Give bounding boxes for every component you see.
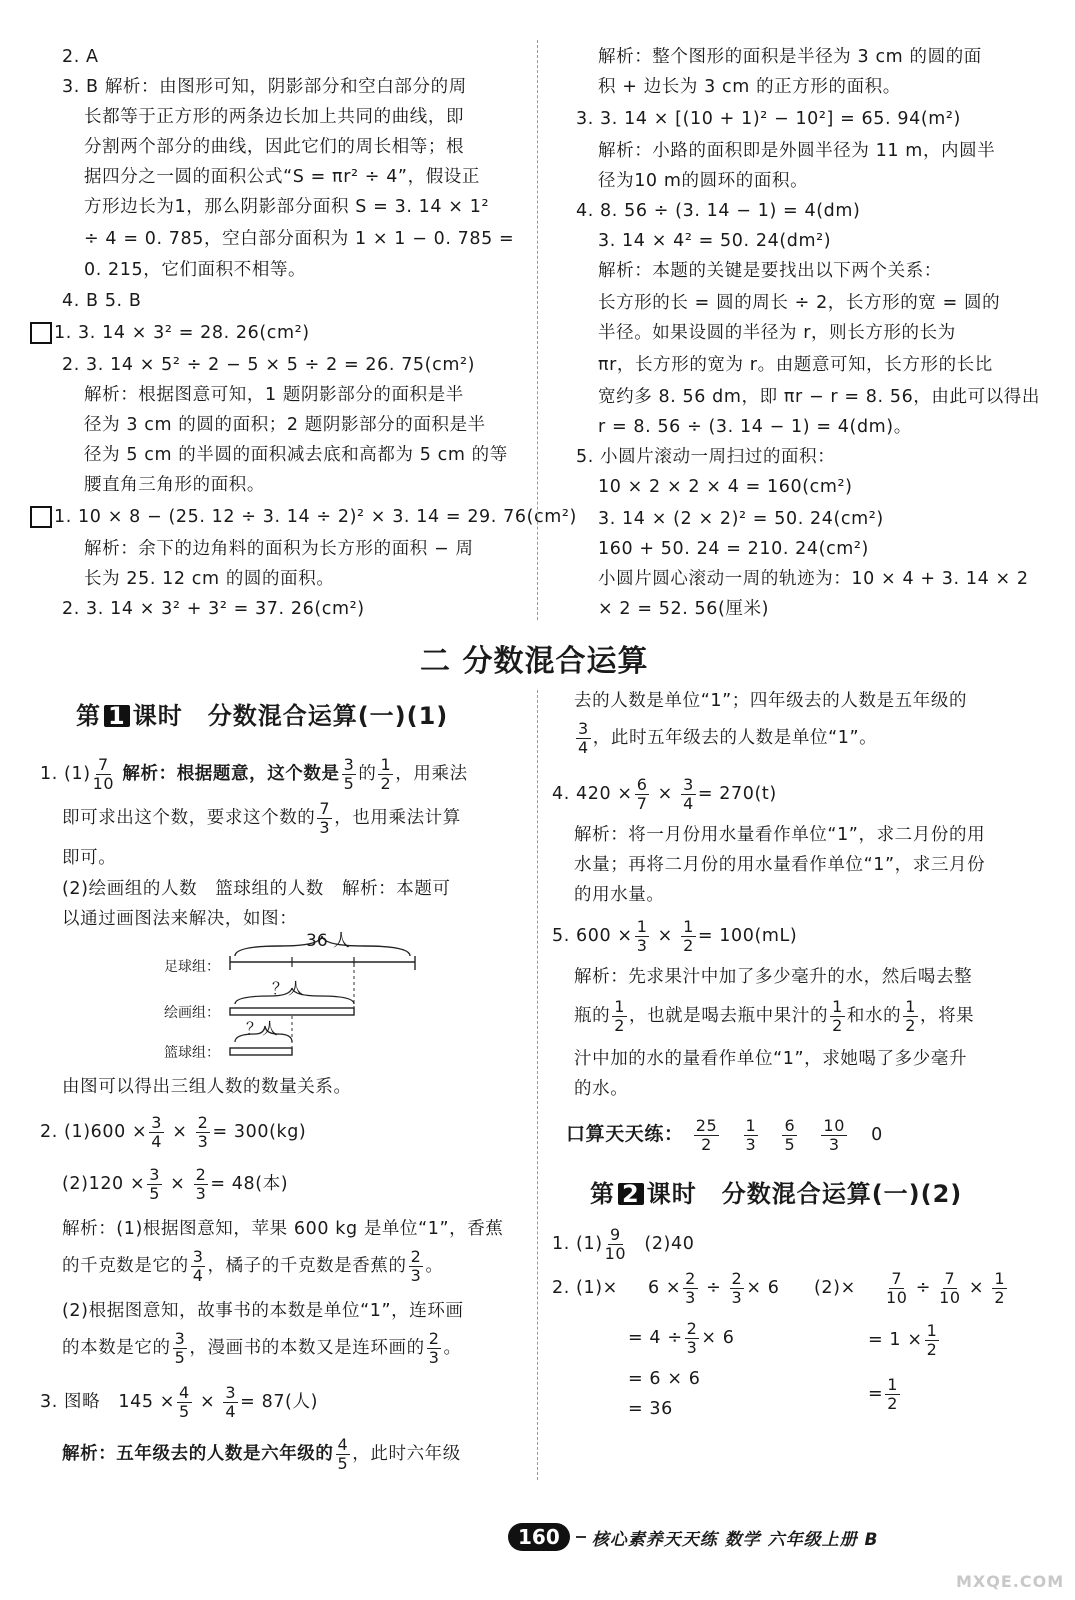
fraction: $\frac{2}{3}$	[685, 1268, 696, 1307]
line: 腰直角三角形的面积。	[84, 475, 265, 495]
fraction: $\frac{1}{2}$	[832, 996, 843, 1035]
line: 6 × $\frac{2}{3}$ ÷ $\frac{2}{3}$ × 6	[648, 1268, 780, 1307]
fraction: $\frac{6}{5}$	[784, 1115, 796, 1154]
diagram-unknown-label: ？人	[272, 979, 305, 998]
line: 解析：余下的边角料的面积为长方形的面积 − 周	[84, 539, 474, 559]
line: 的本数是它的 $\frac{3}{5}$ ，漫画书的本数又是连环画的 $\frac{2}{3}$ 。	[62, 1328, 462, 1367]
line: 半径。如果设圆的半径为 r，则长方形的长为	[598, 323, 956, 343]
line: (2)根据图意知，故事书的本数是单位“1”，连环画	[62, 1301, 464, 1321]
line: 5. 小圆片滚动一周扫过的面积：	[576, 447, 836, 467]
line: 解析：根据图意可知，1 题阴影部分的面积是半	[84, 385, 464, 405]
line: 1. 10 × 8 − (25. 12 ÷ 3. 14 ÷ 2)² × 3. 14 = 29. 76(cm²)	[30, 504, 577, 530]
line: 解析：(1)根据图意知，苹果 600 kg 是单位“1”，香蕉	[62, 1219, 504, 1239]
fraction: $\frac{2}{3}$	[410, 1246, 422, 1285]
line: 汁中加的水的量看作单位“1”，求她喝了多少毫升	[574, 1049, 968, 1069]
line: 水量；再将二月份的用水量看作单位“1”，求三月份	[574, 855, 986, 875]
line: 瓶的 $\frac{1}{2}$ ，也就是喝去瓶中果汁的 $\frac{1}{2}$ 和水的 $\frac{1}{2}$ ，将果	[574, 996, 975, 1035]
line: 3. B 解析：由图形可知，阴影部分和空白部分的周	[62, 77, 467, 97]
line: 由图可以得出三组人数的数量关系。	[62, 1077, 352, 1097]
fraction: $\frac{4}{5}$	[337, 1434, 349, 1473]
diagram-total-label: 36 人	[306, 931, 351, 951]
line: 4. B 5. B	[62, 291, 142, 311]
line: 2. 3. 14 × 5² ÷ 2 − 5 × 5 ÷ 2 = 26. 75(cm²)	[62, 355, 476, 375]
line: $\frac{7}{10}$ ÷ $\frac{7}{10}$ × $\frac{1}{2}$	[886, 1268, 1006, 1307]
line: 10 × 2 × 2 × 4 = 160(cm²)	[598, 477, 853, 497]
diagram-row-label: 足球组：	[164, 959, 220, 975]
diagram-row-label: 篮球组：	[164, 1045, 220, 1061]
fraction: $\frac{2}{3}$	[428, 1328, 440, 1367]
line: 以通过画图法来解决，如图：	[62, 909, 298, 929]
line: × 2 = 52. 56(厘米)	[598, 599, 770, 619]
fraction: $\frac{3}{5}$	[343, 754, 355, 793]
footer	[508, 1522, 878, 1552]
fraction: $\frac{1}{3}$	[636, 916, 648, 955]
line: 长方形的长 = 圆的周长 ÷ 2，长方形的宽 = 圆的	[598, 293, 1001, 313]
line: 1. (1) $\frac{9}{10}$ (2)40	[552, 1224, 695, 1263]
line: 160 + 50. 24 = 210. 24(cm²)	[598, 539, 869, 559]
segment-diagram	[160, 930, 440, 1070]
line: 3. 14 × (2 × 2)² = 50. 24(cm²)	[598, 509, 884, 529]
fraction: $\frac{3}{4}$	[683, 774, 694, 813]
line: 径为 3 cm 的圆的面积；2 题阴影部分的面积是半	[84, 415, 486, 435]
line: 2. (1)×	[552, 1278, 618, 1298]
line: 宽约多 8. 56 dm，即 πr − r = 8. 56，由此可以得出	[598, 387, 1041, 407]
fraction: $\frac{1}{2}$	[994, 1268, 1006, 1307]
fraction: $\frac{25}{2}$	[695, 1115, 718, 1154]
line: 积 + 边长为 3 cm 的正方形的面积。	[598, 77, 901, 97]
section-marker	[30, 506, 52, 528]
line: 即可。	[62, 848, 117, 868]
line: = 36	[628, 1399, 673, 1419]
fraction: $\frac{3}{5}$	[149, 1164, 160, 1203]
line: = $\frac{1}{2}$	[868, 1374, 899, 1413]
line: 2. A	[62, 47, 99, 67]
line: 解析：小路的面积即是外圆半径为 11 m，内圆半	[598, 141, 996, 161]
chapter-title: 二 分数混合运算	[420, 644, 649, 679]
mental-math-line: 口算天天练： $\frac{25}{2}$ $\frac{1}{3}$ $\frac{6}{5}$ $\frac{10}{3}$ 0	[566, 1115, 883, 1154]
fraction: $\frac{3}{4}$	[225, 1382, 237, 1421]
line: 解析：本题的关键是要找出以下两个关系：	[598, 261, 942, 281]
line: 去的人数是单位“1”；四年级去的人数是五年级的	[574, 691, 968, 711]
fraction: $\frac{2}{3}$	[686, 1318, 698, 1357]
fraction: $\frac{7}{10}$	[886, 1268, 908, 1307]
fraction: $\frac{7}{10}$	[92, 754, 115, 793]
line: 径为10 m的圆环的面积。	[598, 171, 809, 191]
lesson-2-heading: 第 2 课时 分数混合运算(一)(2)	[590, 1180, 963, 1208]
footer-title: 核心素养天天练 数学 六年级上册 B	[591, 1529, 879, 1550]
fraction: $\frac{1}{2}$	[905, 996, 916, 1035]
line: 4. 8. 56 ÷ (3. 14 − 1) = 4(dm)	[576, 201, 861, 221]
line: 3. 3. 14 × [(10 + 1)² − 10²] = 65. 94(m²)	[576, 109, 961, 129]
line: 径为 5 cm 的半圆的面积减去底和高都为 5 cm 的等	[84, 445, 508, 465]
fraction: $\frac{2}{3}$	[197, 1112, 209, 1151]
line: 方形边长为1，那么阴影部分面积 S = 3. 14 × 1²	[84, 197, 490, 217]
diagram-unknown-label: ？人	[246, 1019, 279, 1038]
fraction: $\frac{3}{5}$	[174, 1328, 186, 1367]
line: 3. 14 × 4² = 50. 24(dm²)	[598, 231, 832, 251]
line: 解析：整个图形的面积是半径为 3 cm 的圆的面	[598, 47, 982, 67]
line: (2)绘画组的人数 篮球组的人数 解析：本题可	[62, 879, 451, 899]
page-number: 160	[508, 1523, 570, 1551]
line: = 4 ÷ $\frac{2}{3}$ × 6	[628, 1318, 735, 1357]
line: 的用水量。	[574, 885, 665, 905]
section-marker	[30, 322, 52, 344]
line: 据四分之一圆的面积公式“S = πr² ÷ 4”，假设正	[84, 167, 480, 187]
line: 解析：将一月份用水量看作单位“1”，求二月份的用	[574, 825, 986, 845]
line: 长都等于正方形的两条边长加上共同的曲线，即	[84, 107, 465, 127]
line: 1. 3. 14 × 3² = 28. 26(cm²)	[30, 320, 310, 346]
line: 2. 3. 14 × 3² + 3² = 37. 26(cm²)	[62, 599, 365, 619]
fraction: $\frac{9}{10}$	[604, 1224, 627, 1263]
fraction: $\frac{1}{2}$	[380, 754, 392, 793]
fraction: $\frac{3}{4}$	[192, 1246, 204, 1285]
line: 0. 215，它们面积不相等。	[84, 260, 307, 280]
fraction: $\frac{1}{2}$	[887, 1374, 899, 1413]
fraction: $\frac{1}{2}$	[683, 916, 694, 955]
line: 小圆片圆心滚动一周的轨迹为：10 × 4 + 3. 14 × 2	[598, 569, 1029, 589]
line: 解析：先求果汁中加了多少毫升的水，然后喝去整	[574, 967, 973, 987]
line: πr，长方形的宽为 r。由题意可知，长方形的长比	[598, 355, 993, 375]
line: 2. (1)600 × $\frac{3}{4}$ × $\frac{2}{3}$ = 300(kg)	[40, 1112, 307, 1151]
line: (2)120 × $\frac{3}{5}$ × $\frac{2}{3}$ = 48(本)	[62, 1164, 289, 1203]
line: 解析：五年级去的人数是六年级的 $\frac{4}{5}$ ，此时六年级	[62, 1434, 461, 1473]
fraction: $\frac{6}{7}$	[636, 774, 648, 813]
fraction: $\frac{2}{3}$	[731, 1268, 743, 1307]
line: ÷ 4 = 0. 785，空白部分面积为 1 × 1 − 0. 785 =	[84, 229, 515, 249]
fraction: $\frac{10}{3}$	[823, 1115, 845, 1154]
fraction: $\frac{7}{3}$	[319, 798, 331, 837]
fraction: $\frac{4}{5}$	[179, 1382, 190, 1421]
lesson-number-badge: 1	[104, 705, 130, 727]
watermark: MXQE.COM	[956, 1572, 1065, 1591]
line: (2)×	[814, 1278, 856, 1298]
fraction: $\frac{1}{2}$	[926, 1320, 938, 1359]
line: 4. 420 × $\frac{6}{7}$ × $\frac{3}{4}$ = 270(t)	[552, 774, 777, 813]
line: 5. 600 × $\frac{1}{3}$ × $\frac{1}{2}$ = 100(mL)	[552, 916, 798, 955]
line: = 6 × 6	[628, 1369, 701, 1389]
fraction: $\frac{2}{3}$	[195, 1164, 207, 1203]
lesson-1-heading: 第 1 课时 分数混合运算(一)(1)	[76, 702, 449, 730]
column-divider	[537, 690, 538, 1480]
line: $\frac{3}{4}$ ，此时五年级去的人数是单位“1”。	[578, 718, 878, 757]
line: 1. (1) $\frac{7}{10}$ 解析：根据题意，这个数是 $\frac{3}{5}$ 的 $\frac{1}{2}$ ，用乘法	[40, 754, 468, 793]
lesson-number-badge: 2	[618, 1183, 644, 1205]
column-divider	[537, 40, 538, 620]
line: 的千克数是它的 $\frac{3}{4}$ ，橘子的千克数是香蕉的 $\frac{2}{3}$ 。	[62, 1246, 444, 1285]
fraction: $\frac{1}{3}$	[745, 1115, 757, 1154]
line: 的水。	[574, 1079, 629, 1099]
line: 即可求出这个数，要求这个数的 $\frac{7}{3}$ ，也用乘法计算	[62, 798, 461, 837]
fraction: $\frac{1}{2}$	[614, 996, 625, 1035]
line: 分割两个部分的曲线，因此它们的周长相等；根	[84, 137, 465, 157]
line: r = 8. 56 ÷ (3. 14 − 1) = 4(dm)。	[598, 417, 912, 437]
line: 长为 25. 12 cm 的圆的面积。	[84, 569, 335, 589]
fraction: $\frac{3}{4}$	[578, 718, 589, 757]
line: 3. 图略 145 × $\frac{4}{5}$ × $\frac{3}{4}$ = 87(人)	[40, 1382, 319, 1421]
fraction: $\frac{3}{4}$	[151, 1112, 163, 1151]
line: = 1 × $\frac{1}{2}$	[868, 1320, 938, 1359]
footer-separator	[576, 1536, 586, 1538]
fraction: $\frac{7}{10}$	[939, 1268, 961, 1307]
diagram-row-label: 绘画组：	[164, 1005, 220, 1021]
